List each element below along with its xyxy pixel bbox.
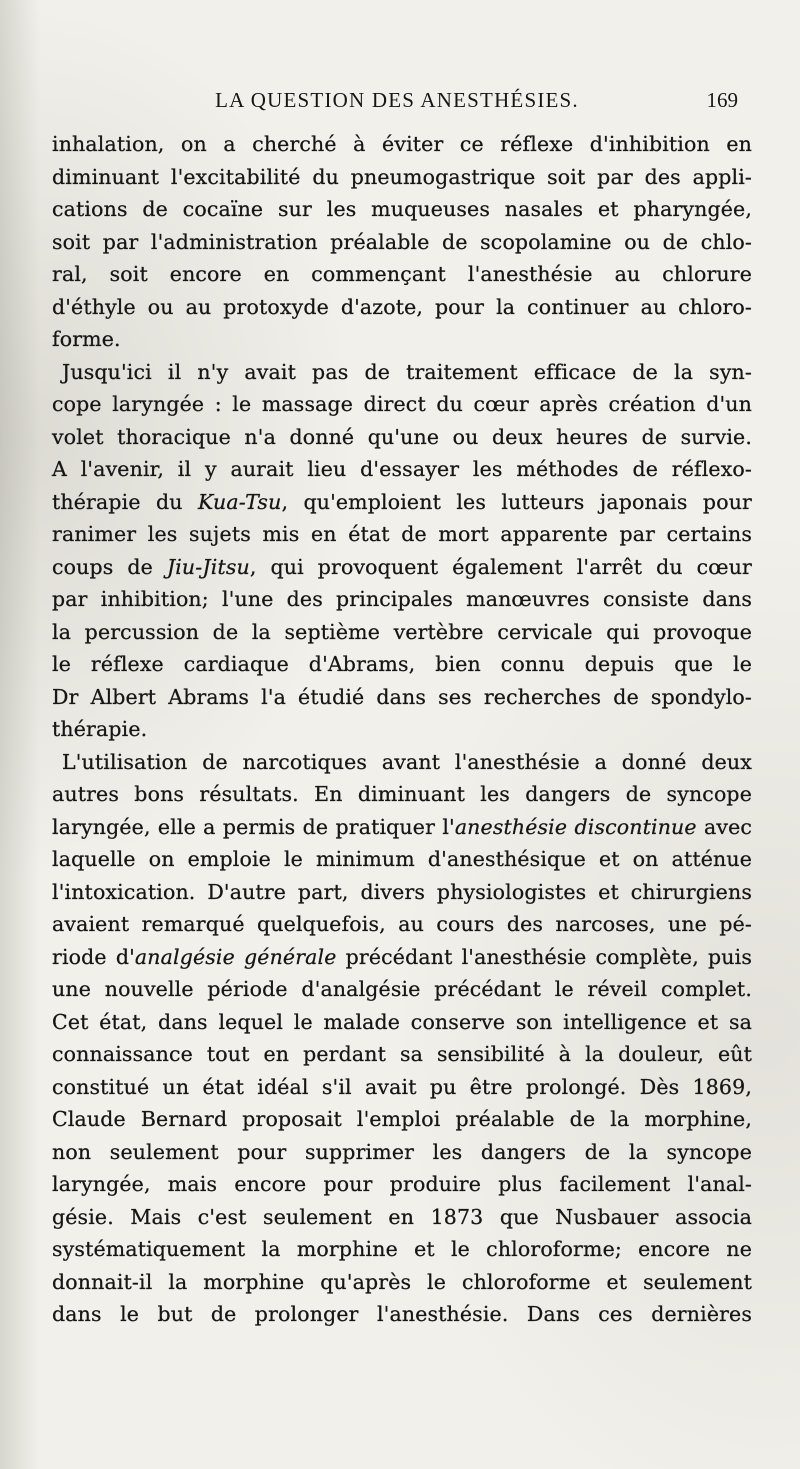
text-line: volet thoracique n'a donné qu'une ou deux heures de survie. [52,424,752,449]
text-line: L'utilisation de narcotiques avant l'anesthésie a donné deux [62,749,752,774]
text-segment: , qui provoquent également l'arrêt du cœur [249,554,752,579]
text-line: le réflexe cardiaque d'Abrams, bien connu depuis que le [52,652,752,676]
text-line: non seulement pour supprimer les dangers de la syncope [52,1139,752,1164]
text-line: Jusqu'ici il n'y avait pas de traitement efficace de la syn- [62,359,752,384]
body-text [52,128,752,1331]
text-line: soit par l'administration préalable de scopolamine ou de chlo- [52,229,752,254]
text-line: la percussion de la septième vertèbre cervicale qui provoque [52,619,752,644]
text-line: avaient remarqué quelquefois, au cours des narcoses, une pé- [52,912,752,936]
text-line: laryngée, mais encore pour produire plus facilement l'anal- [52,1172,752,1196]
text-line: ranimer les sujets mis en état de mort apparente par certains [52,522,752,546]
text-line: Cet état, dans lequel le malade conserve son intelligence et sa [52,1009,752,1034]
italic-term: Kua-Tsu [197,489,282,514]
italic-term: anesthésie discontinue [454,814,697,839]
text-line: d'éthyle ou au protoxyde d'azote, pour la continuer au chloro- [52,294,752,319]
text-line: cations de cocaïne sur les muqueuses nasales et pharyngée, [52,197,752,221]
text-segment: riode d' [52,944,135,969]
text-line: gésie. Mais c'est seulement en 1873 que Nusbauer associa [52,1204,752,1229]
text-segment: coups de [52,554,167,579]
text-line [52,551,752,584]
text-line: inhalation, on a cherché à éviter ce réflexe d'inhibition en [52,132,752,156]
text-segment: laryngée, elle a permis de pratiquer l' [52,814,455,839]
text-line [52,941,752,974]
text-line [52,811,752,844]
text-line: constitué un état idéal s'il avait pu être prolongé. Dès 1869, [52,1074,752,1099]
running-title: LA QUESTION DES ANESTHÉSIES. [215,88,579,112]
text-line: thérapie. [52,717,148,741]
text-line: donnait-il la morphine qu'après le chloroforme et seulement [52,1269,752,1294]
text-line: forme. [52,327,121,351]
text-line: ral, soit encore en commençant l'anesthésie au chlorure [52,262,752,286]
text-line: Dr Albert Abrams l'a étudié dans ses recherches de spondylo- [52,684,752,709]
text-line: une nouvelle période d'analgésie précédant le réveil complet. [52,977,752,1001]
text-segment: thérapie du [52,489,198,514]
text-line: cope laryngée : le massage direct du cœur après création d'un [52,392,752,416]
page-header [52,82,742,118]
text-segment: , qu'emploient les lutteurs japonais pour [281,489,752,514]
text-line: autres bons résultats. En diminuant les dangers de syncope [52,782,752,806]
text-line: systématiquement la morphine et le chloroforme; encore ne [52,1237,752,1261]
text-line [52,486,752,519]
text-line: l'intoxication. D'autre part, divers physiologistes et chirurgiens [52,879,752,904]
text-line: A l'avenir, il y aurait lieu d'essayer les méthodes de réflexo- [52,457,752,481]
text-line: connaissance tout en perdant sa sensibilité à la douleur, eût [52,1042,752,1066]
text-line: dans le but de prolonger l'anesthésie. Dans ces dernières [52,1302,752,1326]
text-line: laquelle on emploie le minimum d'anesthésique et on atténue [52,847,752,871]
italic-term: analgésie générale [134,944,337,969]
text-line: par inhibition; l'une des principales manœuvres consiste dans [52,587,752,611]
page-number: 169 [706,88,738,112]
text-line: diminuant l'excitabilité du pneumogastrique soit par des appli- [52,164,752,189]
text-segment: précédant l'anesthésie complète, puis [336,944,752,969]
text-line: Claude Bernard proposait l'emploi préalable de la morphine, [52,1107,752,1131]
text-segment: avec [696,814,753,839]
italic-term: Jiu-Jitsu [166,554,250,579]
